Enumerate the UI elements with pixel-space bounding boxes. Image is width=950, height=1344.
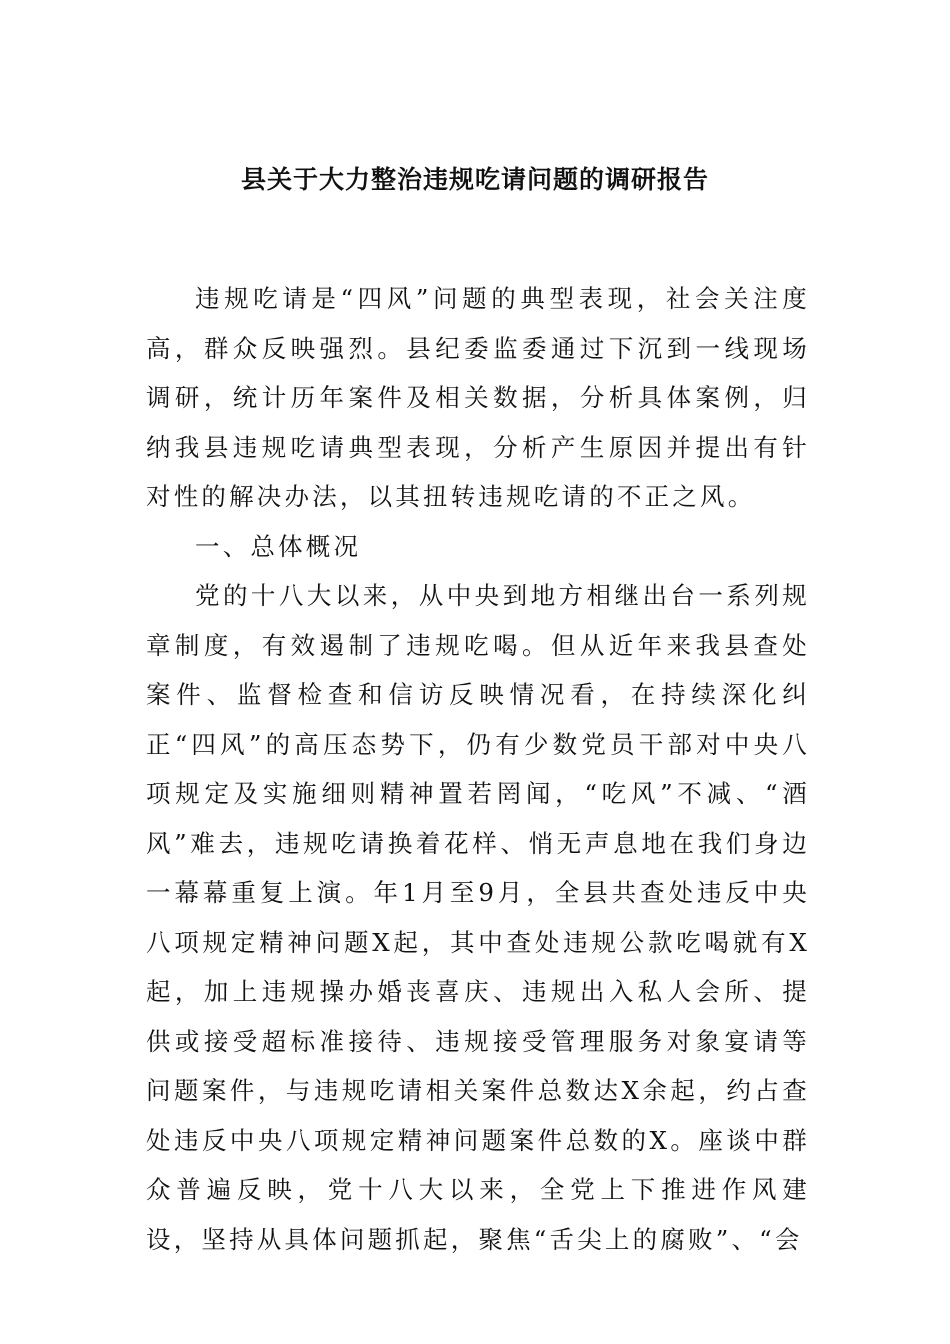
document-title: 县关于大力整治违规吃请问题的调研报告 (240, 165, 709, 194)
section-heading-overview: 一、总体概况 (195, 531, 362, 561)
paragraph-overview: 党的十八大以来，从中央到地方相继出台一系列规章制度，有效遏制了违规吃喝。但从近年来我县查处案件、监督检查和信访反映情况看，在持续深化纠正“四风”的高压态势下，仍有少数党员干部对中央八项规定及实施细则精神置若罔闻，“吃风”不减、“酒风”难去，违规吃请换着花样、悄无声息地在我们身边一幕幕重复上演。年1月至9月，全县共查处违反中央八项规定精神问题X起，其中查处违规公款吃喝就有X起，加上违规操办婚丧喜庆、违规出入私人会所、提供或接受超标准接待、违规接受管理服务对象宴请等问题案件，与违规吃请相关案件总数达X余起，约占查处违反中央八项规定精神问题案件总数的X。座谈中群众普遍反映，党十八大以来，全党上下推进作风建设，坚持从具体问题抓起，聚焦“舌尖上的腐败”、“会 (146, 581, 810, 1254)
document-body (146, 274, 810, 1264)
paragraph-intro: 违规吃请是“四风”问题的典型表现，社会关注度高，群众反映强烈。县纪委监委通过下沉到一线现场调研，统计历年案件及相关数据，分析具体案例，归纳我县违规吃请典型表现，分析产生原因并提出有针对性的解决办法，以其扭转违规吃请的不正之风。 (146, 284, 810, 511)
